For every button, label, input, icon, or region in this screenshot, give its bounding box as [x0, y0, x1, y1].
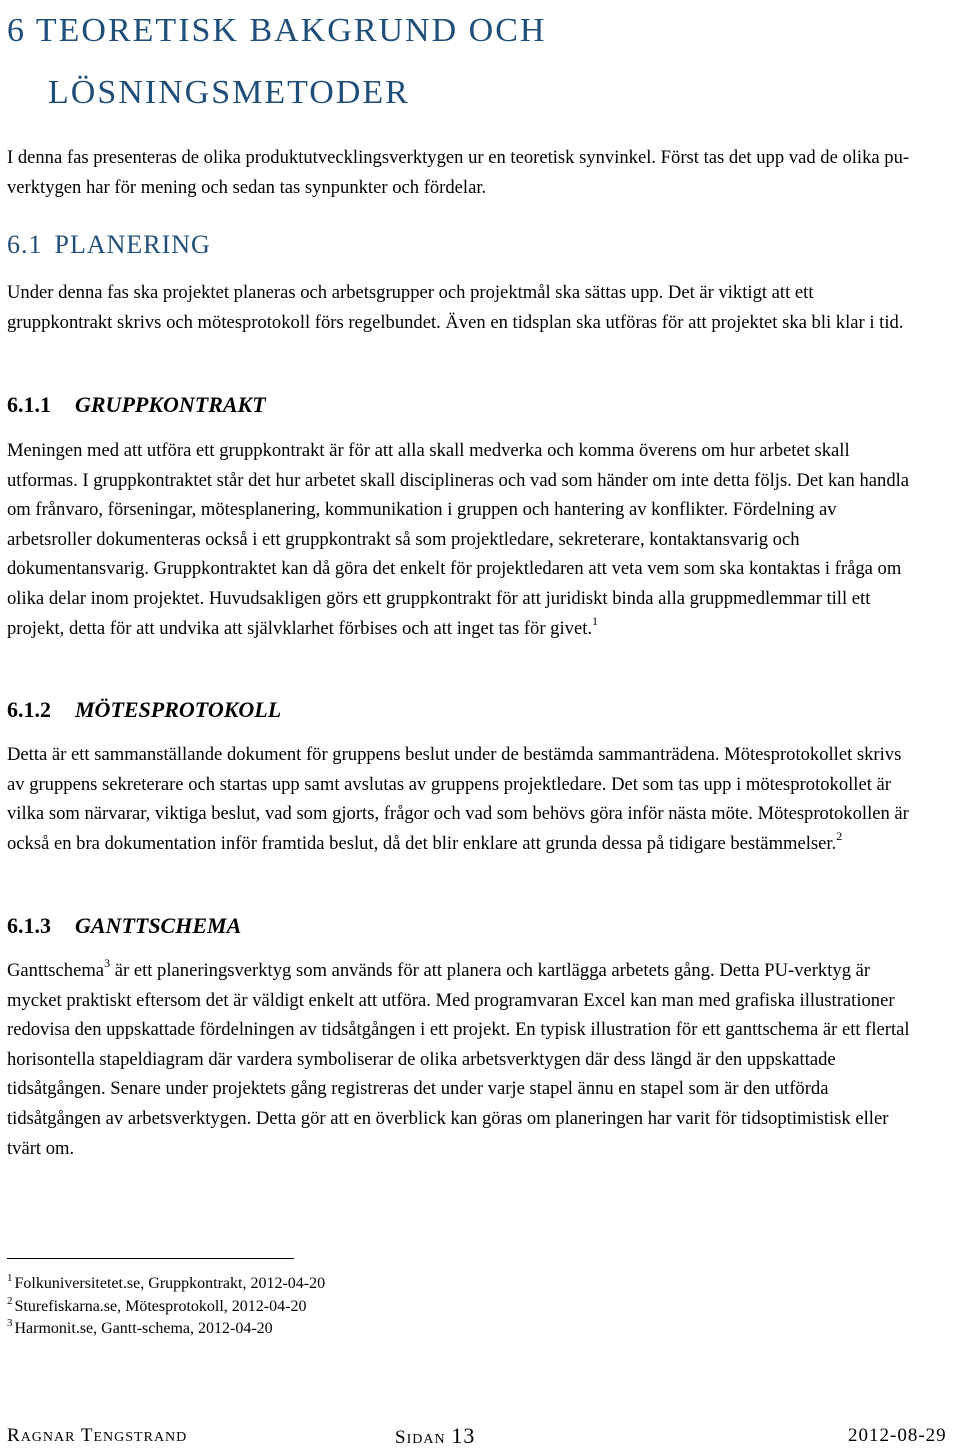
- section-number: 6.1: [7, 230, 43, 259]
- footnote-reference[interactable]: 3: [104, 956, 111, 970]
- section-6-1-heading: [7, 229, 211, 261]
- section-6-1-2-paragraph: [7, 740, 922, 858]
- section-title: MÖTESPROTOKOLL: [75, 697, 282, 722]
- section-6-1-1-paragraph: [7, 436, 922, 643]
- author-first-rest: AGNAR: [20, 1430, 76, 1445]
- paragraph-text: Detta är ett sammanställande dokument för gruppens beslut under de bestämda sammanträdena. Mötesprotokollet skrivs av gruppens sekreterare och startas upp samt avslutas av gruppens projektledare. Det som tas upp i mötesprotokollet är vilka som närvarar, viktiga beslut, vad som gjorts, frågor och vad som behövs göra inför nästa möte. Mötesprotokollen är också en bra dokumentation inför framtida beslut, då det blir enklare att grunda dessa på tidigare bestämmelser.: [7, 744, 909, 854]
- author-last-rest: ENGSTRAND: [93, 1430, 188, 1445]
- footnote-2: [7, 1296, 306, 1318]
- section-6-1-2-heading: [7, 696, 281, 724]
- footnote-text: Harmonit.se, Gantt-schema, 2012-04-20: [14, 1320, 273, 1337]
- author-last-initial: T: [80, 1425, 94, 1446]
- footnote-mark: 3: [7, 1317, 13, 1329]
- footnote-reference[interactable]: 2: [836, 828, 843, 843]
- chapter-heading-line-2: LÖSNINGSMETODER: [48, 74, 410, 111]
- footnote-separator: [7, 1258, 294, 1259]
- section-title: GANTTSCHEMA: [75, 913, 242, 938]
- footnote-mark: 1: [7, 1272, 13, 1284]
- page-label-initial: S: [395, 1427, 407, 1448]
- section-6-1-3-paragraph: [7, 956, 922, 1163]
- author-first-initial: R: [7, 1425, 21, 1446]
- intro-paragraph: I denna fas presenteras de olika produktutvecklingsverktygen ur en teoretisk synvinkel. Först tas det upp vad de olika pu-verktygen har för mening och sedan tas synpunkter och fördelar.: [7, 147, 910, 198]
- section-number: 6.1.2: [7, 697, 51, 722]
- section-6-1-3-heading: [7, 912, 241, 940]
- section-6-1-1-heading: [7, 391, 266, 419]
- paragraph-text-rest: är ett planeringsverktyg som används för att planera och kartlägga arbetets gång. Detta PU-verktyg är mycket praktiskt eftersom det är väldigt enkelt att utföra. Med programvaran Excel kan man med grafiska illustrationer redovisa den uppskattade fördelningen av tidsåtgången i ett projekt. En typisk illustration för ett ganttschema är ett flertal horisontella stapeldiagram där vardera symboliserar de olika arbetsverktygen där dess längd är den uppskattade tidsåtgången. Senare under projektets gång registreras det under varje stapel ännu en stapel som är den utförda tidsåtgången av arbetsverktygen. Detta gör att en överblick kan göras om planeringen har varit för tidsoptimistisk eller tvärt om.: [7, 960, 910, 1159]
- section-title: PLANERING: [54, 230, 211, 259]
- footnote-reference[interactable]: 1: [592, 613, 599, 628]
- footnote-text: Folkuniversitetet.se, Gruppkontrakt, 2012-04-20: [14, 1275, 326, 1292]
- footnote-mark: 2: [7, 1295, 13, 1307]
- section-title: GRUPPKONTRAKT: [75, 392, 266, 417]
- footnote-text: Sturefiskarna.se, Mötesprotokoll, 2012-04-20: [14, 1298, 307, 1315]
- footer-author: [7, 1424, 187, 1450]
- chapter-heading: [7, 0, 907, 124]
- paragraph-text: Meningen med att utföra ett gruppkontrakt är för att alla skall medverka och komma överens om hur arbetet skall utformas. I gruppkontraktet står det hur arbetet skall disciplineras och vad som händer om inte detta följs. Det kan handla om frånvaro, förseningar, mötesplanering, kommunikation i gruppen och hantering av konflikter. Fördelning av arbetsroller dokumenteras också i ett gruppkontrakt så som projektledare, sekreterare, kontaktansvarig och dokumentansvarig. Gruppkontraktet kan då göra det enkelt för projektledaren att veta vem som ska kontaktas i fråga om olika delar inom projektet. Huvudsakligen görs ett gruppkontrakt för att juridiskt binda alla gruppmedlemmar till ett projekt, detta för att undvika att självklarhet förbises och att inget tas för givet.: [7, 440, 910, 639]
- footnote-3: [7, 1318, 273, 1340]
- section-number: 6.1.1: [7, 392, 51, 417]
- paragraph-text-start: Ganttschema: [7, 960, 105, 981]
- section-number: 6.1.3: [7, 913, 51, 938]
- footnote-1: [7, 1273, 325, 1295]
- chapter-heading-line-1: 6 TEORETISK BAKGRUND OCH: [7, 12, 547, 49]
- page-number: 13: [451, 1423, 476, 1448]
- footer-date: 2012-08-29: [848, 1425, 947, 1446]
- footer-page-number: [395, 1424, 475, 1452]
- section-6-1-paragraph: Under denna fas ska projektet planeras och arbetsgrupper och projektmål ska sättas upp. Det är viktigt att ett gruppkontrakt skrivs och mötesprotokoll förs regelbundet. Även en tidsplan ska utföras för att projektet ska bli klar i tid.: [7, 282, 904, 333]
- page-label-rest: IDAN: [406, 1432, 446, 1447]
